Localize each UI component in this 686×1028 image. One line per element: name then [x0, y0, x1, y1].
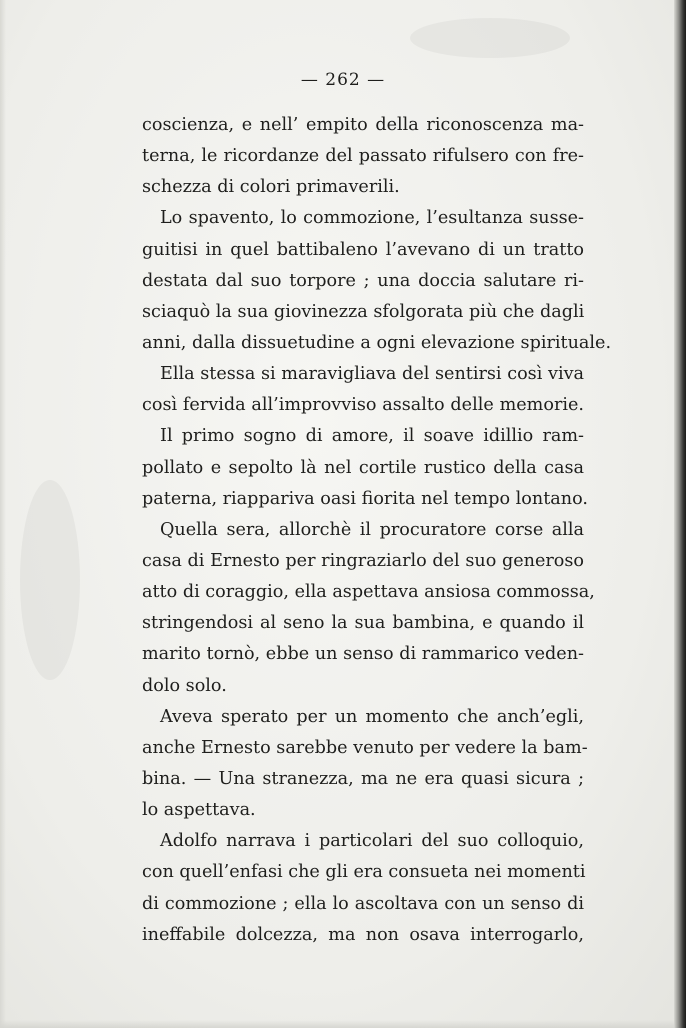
- text-line: Quella sera, allorchè il procuratore corse alla: [160, 519, 584, 540]
- page-number: — 262 —: [300, 70, 386, 90]
- page-bottom-edge: [0, 1020, 686, 1028]
- text-line: Il primo sogno di amore, il soave idillio ram-: [160, 426, 584, 447]
- text-line: terna, le ricordanze del passato rifulsero con fre-: [142, 146, 584, 167]
- body-text: [142, 110, 612, 951]
- text-line: marito tornò, ebbe un senso di rammarico veden-: [142, 644, 584, 665]
- text-line: Lo spavento, lo commozione, l’esultanza susse-: [160, 208, 584, 229]
- text-line: anche Ernesto sarebbe venuto per vedere la bam-: [142, 737, 588, 758]
- text-line: atto di coraggio, ella aspettava ansiosa commossa,: [142, 582, 595, 603]
- paper-smudge: [410, 18, 570, 58]
- text-line: paterna, riappariva oasi fiorita nel tempo lontano.: [142, 488, 588, 509]
- text-line: schezza di colori primaverili.: [142, 177, 400, 198]
- text-line: Adolfo narrava i particolari del suo colloquio,: [160, 831, 584, 852]
- text-line: così fervida all’improvviso assalto delle memorie.: [142, 395, 584, 416]
- text-line: casa di Ernesto per ringraziarlo del suo generoso: [142, 550, 584, 571]
- text-line: ineffabile dolcezza, ma non osava interrogarlo,: [142, 924, 584, 945]
- text-line: anni, dalla dissuetudine a ogni elevazione spirituale.: [142, 332, 612, 353]
- page-binding-edge: [674, 0, 686, 1028]
- paper-smudge: [20, 480, 80, 680]
- text-line: guitisi in quel battibaleno l’avevano di un tratto: [142, 239, 584, 260]
- text-line: Aveva sperato per un momento che anch’egli,: [160, 706, 584, 727]
- text-line: pollato e sepolto là nel cortile rustico della casa: [142, 457, 584, 478]
- text-line: Ella stessa si maravigliava del sentirsi così viva: [160, 364, 584, 385]
- text-line: con quell’enfasi che gli era consueta nei momenti: [142, 862, 586, 883]
- text-line: bina. — Una stranezza, ma ne era quasi sicura ;: [142, 768, 584, 789]
- text-line: destata dal suo torpore ; una doccia salutare ri-: [142, 270, 584, 291]
- text-line: lo aspettava.: [142, 800, 256, 821]
- text-line: stringendosi al seno la sua bambina, e quando il: [142, 613, 584, 634]
- page-left-edge: [0, 0, 6, 1028]
- text-line: coscienza, e nell’ empito della riconoscenza ma-: [142, 115, 584, 135]
- text-line: dolo solo.: [142, 675, 227, 696]
- text-line: di commozione ; ella lo ascoltava con un senso di: [142, 893, 584, 914]
- text-line: sciaquò la sua giovinezza sfolgorata più che dagli: [142, 301, 585, 322]
